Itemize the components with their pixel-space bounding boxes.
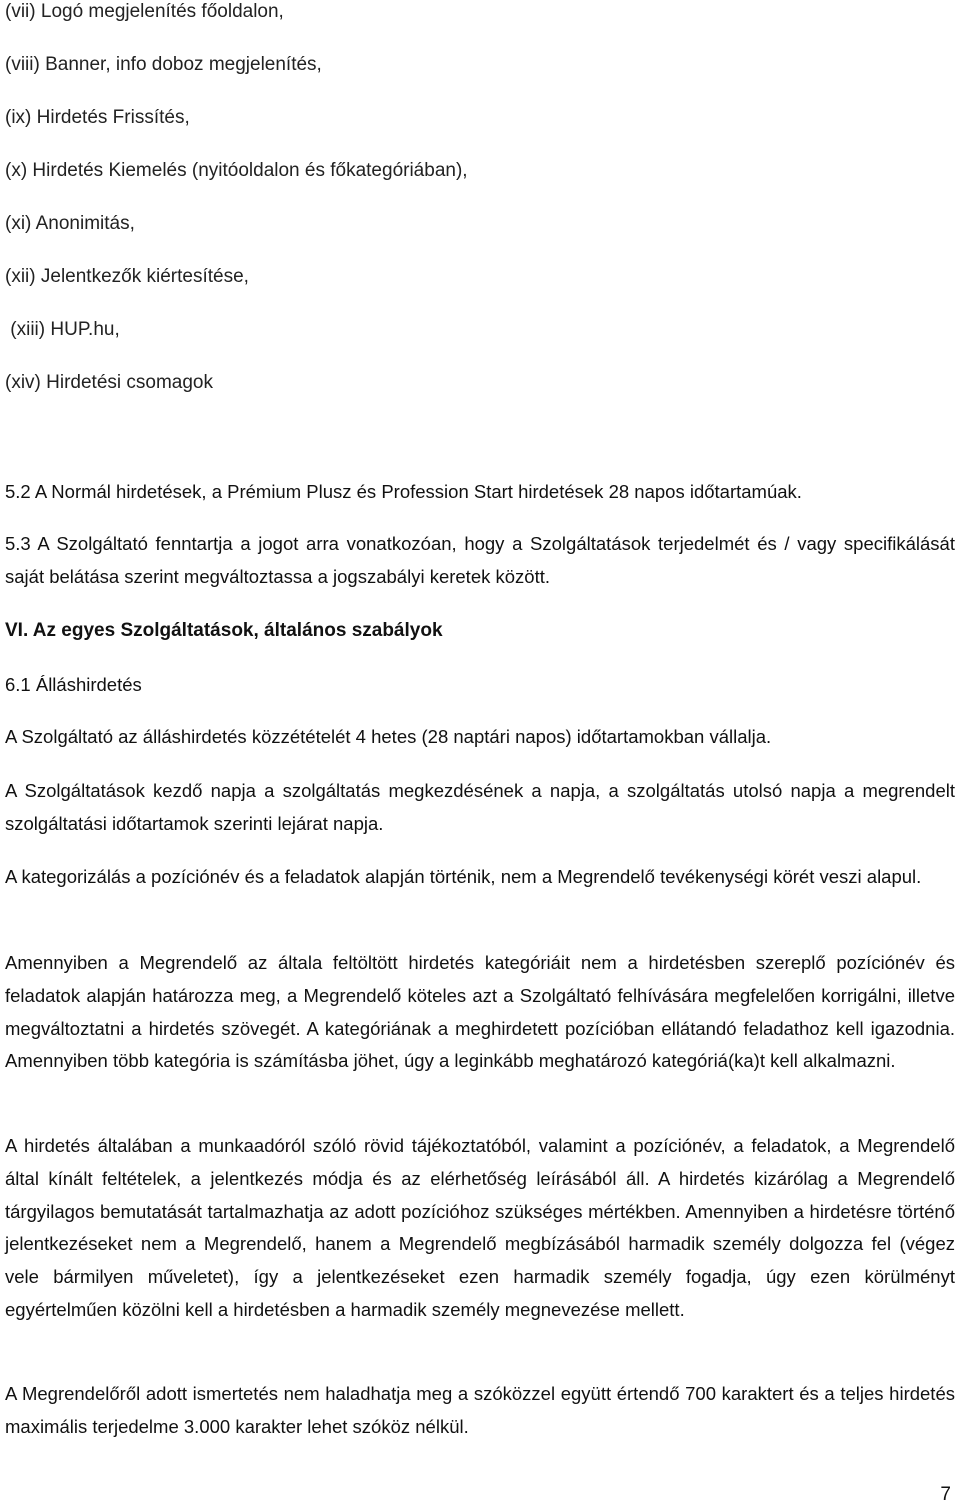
paragraph-publication-period: A Szolgáltató az álláshirdetés közzétételét 4 hetes (28 naptári napos) időtartamokban vállalja. xyxy=(5,726,772,747)
list-item-hup: (xiii) HUP.hu, xyxy=(5,319,120,340)
paragraph-category-correction: Amennyiben a Megrendelő az általa feltöltött hirdetés kategóriáit nem a hirdetésben szereplő pozíciónév és feladatok alapján határozza meg, a Megrendelő köteles azt a Szolgáltató felhívására megfelelően korrigálni, illetve megváltoztatni a hirdetés szövegét. A kategóriának a meghirdetett pozícióban ellátandó feladathoz kell igazodnia. Amennyiben több kategória is számításba jöhet, úgy a leginkább meghatározó kategóriá(ka)t kell alkalmazni. xyxy=(5,952,955,1072)
list-item-applicant-notify: (xii) Jelentkezők kiértesítése, xyxy=(5,266,249,287)
list-item-anonymity: (xi) Anonimitás, xyxy=(5,213,135,234)
chapter-heading: VI. Az egyes Szolgáltatások, általános szabályok xyxy=(5,620,443,641)
section-5-3: 5.3 A Szolgáltató fenntartja a jogot arra vonatkozóan, hogy a Szolgáltatások terjedelmét és / vagy specifikálását saját belátása szerint megváltoztassa a jogszabályi keretek között. xyxy=(5,533,955,587)
page-number: 7 xyxy=(940,1484,951,1505)
paragraph-categorization: A kategorizálás a pozíciónév és a feladatok alapján történik, nem a Megrendelő tevékenységi körét veszi alapul. xyxy=(5,866,922,887)
list-item-highlight: (x) Hirdetés Kiemelés (nyitóoldalon és főkategóriában), xyxy=(5,160,468,181)
list-item-banner: (viii) Banner, info doboz megjelenítés, xyxy=(5,54,322,75)
paragraph-ad-content: A hirdetés általában a munkaadóról szóló rövid tájékoztatóból, valamint a pozíciónév, a feladatok, a Megrendelő által kínált feltételek, a jelentkezés módja és az elérhetőség leírásából áll. A hirdetés kizárólag a Megrendelő tárgyilagos bemutatását tartalmazhatja az adott pozícióhoz szükséges mértékben. Amennyiben a hirdetésre történő jelentkezéseket nem a Megrendelő, hanem a Megrendelő megbízásából harmadik személy dolgozza fel (végez vele bármilyen műveletet), így a jelentkezéseket ezen harmadik személy fogadja, úgy ezen körülményt egyértelműen közölni kell a hirdetésben a harmadik személy megnevezése mellett. xyxy=(5,1135,955,1320)
list-item-logo: (vii) Logó megjelenítés főoldalon, xyxy=(5,1,284,22)
paragraph-character-limits: A Megrendelőről adott ismertetés nem haladhatja meg a szóközzel együtt értendő 700 karaktert és a teljes hirdetés maximális terjedelme 3.000 karakter lehet szóköz nélkül. xyxy=(5,1383,955,1437)
list-item-refresh: (ix) Hirdetés Frissítés, xyxy=(5,107,190,128)
paragraph-service-dates: A Szolgáltatások kezdő napja a szolgáltatás megkezdésének a napja, a szolgáltatás utolsó napja a megrendelt szolgáltatási időtartamok szerinti lejárat napja. xyxy=(5,780,955,834)
section-5-2: 5.2 A Normál hirdetések, a Prémium Plusz és Profession Start hirdetések 28 napos időtartamúak. xyxy=(5,481,802,502)
document-page xyxy=(5,0,955,1509)
section-6-1-title: 6.1 Álláshirdetés xyxy=(5,674,142,695)
list-item-packages: (xiv) Hirdetési csomagok xyxy=(5,372,213,393)
